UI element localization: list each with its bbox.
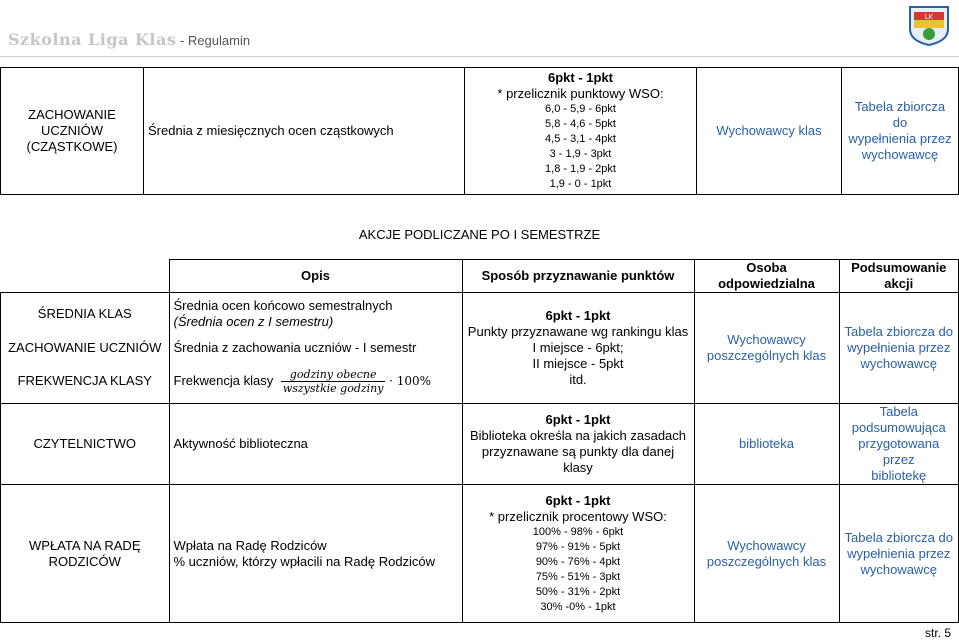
points-line: Punkty przyznawane wg rankingu klas — [467, 324, 689, 339]
table-row — [1, 404, 959, 485]
table-row — [1, 68, 959, 195]
points-line: 5,8 - 4,6 - 5pkt — [545, 118, 616, 130]
header-separator: - — [176, 33, 188, 48]
description-line: Frekwencja klasy — [173, 372, 274, 388]
points-line: Biblioteka określa na jakich zasadach — [469, 428, 687, 443]
summary-line: wychowawcę — [860, 356, 938, 371]
responsible-line: poszczególnych klas — [706, 553, 827, 569]
svg-text:LK: LK — [924, 13, 934, 21]
summary-line: wychowawcę — [860, 561, 938, 577]
summary-cell — [839, 293, 959, 404]
summary-line: wypełnienia przez — [847, 340, 951, 355]
points-line: II miejsce - 5pkt — [532, 356, 624, 371]
column-header-points: Sposób przyznawanie punktów — [462, 260, 694, 293]
responsible-cell: Wychowawcy klas — [697, 68, 842, 195]
grades-table — [0, 67, 959, 195]
description-line: Wpłata na Radę Rodziców — [173, 537, 327, 553]
points-subtitle: * przelicznik punktowy WSO: — [497, 86, 664, 101]
description-line: % uczniów, którzy wpłacili na Radę Rodziców — [173, 553, 436, 569]
summary-line: Tabela zbiorcza do — [844, 324, 953, 339]
action-description: Aktywność biblioteczna — [169, 404, 462, 485]
points-line: 1,9 - 0 - 1pkt — [549, 178, 612, 190]
section-title: AKCJE PODLICZANE PO I SEMESTRZE — [358, 227, 601, 242]
description-note: (Średnia ocen z I semestru) — [173, 314, 334, 330]
points-line: 6,0 - 5,9 - 6pkt — [545, 103, 616, 115]
attendance-formula — [281, 368, 386, 395]
action-name-line: WPŁATA NA RADĘ — [29, 537, 141, 553]
points-line: 1,8 - 1,9 - 2pkt — [545, 163, 616, 175]
summary-line: Tabela — [879, 404, 918, 419]
summary-line: Tabela zbiorcza do — [854, 99, 946, 130]
responsible-cell: biblioteka — [694, 404, 839, 485]
action-description — [169, 360, 462, 404]
points-title: 6pkt - 1pkt — [545, 308, 611, 323]
responsible-line: poszczególnych klas — [706, 348, 827, 363]
table-header-row — [1, 260, 959, 293]
summary-line: Tabela zbiorcza do — [844, 529, 953, 545]
action-name: FREKWENCJA KLASY — [1, 360, 170, 404]
column-header-summary: Podsumowanie akcji — [839, 260, 959, 293]
action-name: ZACHOWANIE UCZNIÓW — [1, 336, 170, 360]
points-line: 97% - 91% - 5pkt — [535, 540, 621, 553]
action-name-line: RODZICÓW — [48, 553, 121, 569]
points-line: 4,5 - 3,1 - 4pkt — [545, 133, 616, 145]
column-header-person: Osoba odpowiedzialna — [694, 260, 839, 293]
points-line: przyznawane są punkty dla danej klasy — [481, 444, 675, 475]
summary-cell — [839, 404, 959, 485]
action-name: ŚREDNIA KLAS — [1, 293, 170, 336]
description-cell: Średnia z miesięcznych ocen cząstkowych — [144, 68, 465, 195]
summary-line: przygotowana przez — [858, 436, 940, 467]
formula-multiplier: · 100% — [389, 373, 432, 388]
responsible-line: Wychowawcy — [727, 537, 806, 553]
actions-table — [0, 259, 959, 623]
school-league-logo-icon — [904, 3, 954, 47]
points-line: 3 - 1,9 - 3pkt — [549, 148, 612, 160]
responsible-cell — [694, 485, 839, 623]
header-subtitle: Regulamin — [187, 33, 251, 48]
category-cell — [1, 68, 144, 195]
summary-line: podsumowująca — [851, 420, 946, 435]
responsible-cell — [694, 293, 839, 404]
formula-denominator: wszystkie godziny — [282, 381, 384, 395]
page-header — [8, 30, 250, 52]
description-line: Średnia ocen końcowo semestralnych — [173, 298, 393, 314]
table-row — [1, 293, 959, 336]
page-number: str. 5 — [924, 626, 951, 640]
points-line: 75% - 51% - 3pkt — [535, 570, 621, 583]
points-cell — [462, 293, 694, 404]
empty-header-cell — [1, 260, 170, 293]
points-title: 6pkt - 1pkt — [545, 412, 611, 427]
points-cell — [462, 404, 694, 485]
table-row — [1, 485, 959, 623]
column-header-description: Opis — [169, 260, 462, 293]
points-line: 50% - 31% - 2pkt — [535, 585, 621, 598]
summary-line: bibliotekę — [871, 468, 927, 483]
formula-numerator: godziny obecne — [281, 368, 386, 382]
action-name: CZYTELNICTWO — [1, 404, 170, 485]
summary-cell — [839, 485, 959, 623]
category-line: ZACHOWANIE — [28, 107, 116, 122]
points-subtitle: * przelicznik procentowy WSO: — [489, 508, 667, 524]
summary-line: wypełnienia przez — [847, 545, 951, 561]
points-cell — [462, 485, 694, 623]
brand-name: Szkolna Liga Klas — [8, 30, 177, 49]
points-line: 30% -0% - 1pkt — [540, 600, 616, 613]
points-line: itd. — [569, 372, 587, 387]
summary-line: wypełnienia przez — [848, 131, 952, 146]
action-description — [169, 293, 462, 336]
points-line: 100% - 98% - 6pkt — [532, 525, 624, 538]
summary-line: wychowawcę — [861, 147, 939, 162]
summary-cell — [842, 68, 959, 195]
category-line: (CZĄSTKOWE) — [26, 139, 118, 154]
points-title: 6pkt - 1pkt — [547, 70, 613, 85]
action-description: Średnia z zachowania uczniów - I semestr — [169, 336, 462, 360]
points-cell — [465, 68, 697, 195]
points-line: I miejsce - 6pkt; — [532, 340, 624, 355]
header-divider — [0, 56, 959, 57]
points-title: 6pkt - 1pkt — [545, 492, 611, 508]
category-line: UCZNIÓW — [40, 123, 104, 138]
points-line: 90% - 76% - 4pkt — [535, 555, 621, 568]
action-description — [169, 485, 462, 623]
action-name — [1, 485, 170, 623]
responsible-line: Wychowawcy — [727, 332, 806, 347]
